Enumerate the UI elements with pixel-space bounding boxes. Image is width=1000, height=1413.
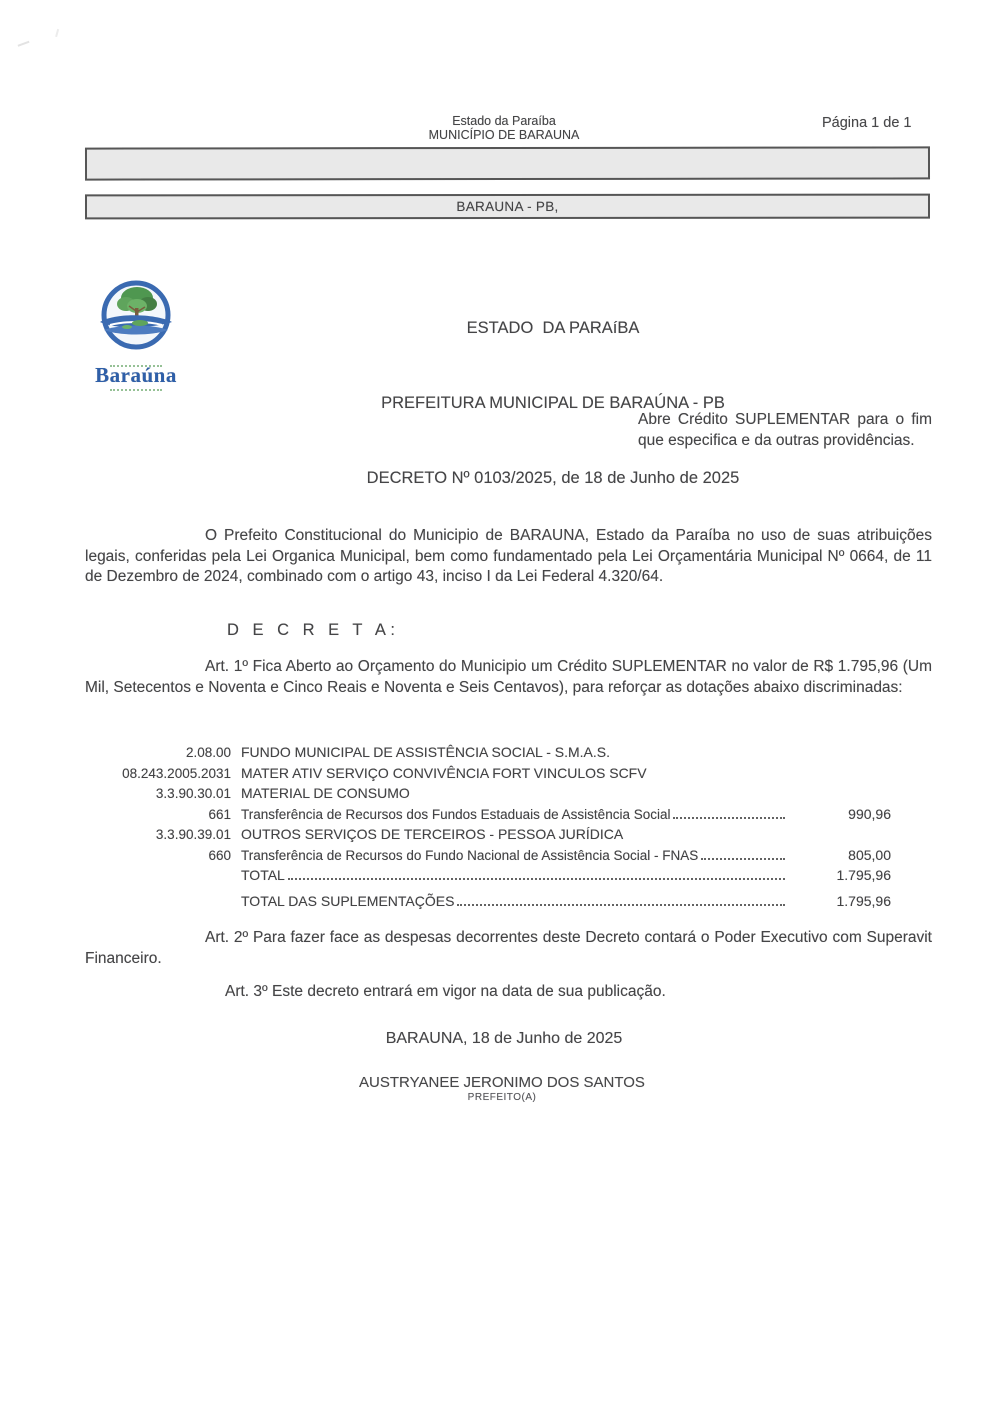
budget-desc-cell <box>241 807 791 822</box>
article-1: Art. 1º Fica Aberto ao Orçamento do Municipio um Crédito SUPLEMENTAR no valor de R$ 1.795,96 (Um Mil, Setecentos e Noventa e Cinco Reais e Noventa e Seis Centavos), para reforçar as dotações abaixo discriminadas: <box>85 658 932 696</box>
budget-description: FUNDO MUNICIPAL DE ASSISTÊNCIA SOCIAL - S.M.A.S. <box>241 744 610 760</box>
municipal-logo <box>90 278 182 391</box>
budget-value: 990,96 <box>848 805 891 822</box>
budget-row <box>85 806 891 827</box>
signature-name: AUSTRYANEE JERONIMO DOS SANTOS <box>359 1074 645 1091</box>
budget-desc-cell <box>241 893 791 909</box>
budget-description: MATERIAL DE CONSUMO <box>241 785 410 801</box>
budget-description: MATER ATIV SERVIÇO CONVIVÊNCIA FORT VINCULOS SCFV <box>241 764 647 781</box>
budget-code: 3.3.90.30.01 <box>155 786 231 801</box>
scan-artifact <box>55 29 67 39</box>
budget-description: OUTROS SERVIÇOS DE TERCEIROS - PESSOA JURÍDICA <box>241 826 624 842</box>
budget-row <box>85 826 891 847</box>
preamble-paragraph: O Prefeito Constitucional do Municipio de BARAUNA, Estado da Paraíba no uso de suas atribuições legais, conferidas pela Lei Organica Municipal, bem como fundamentado pela Lei Orçamentária Municipal Nº 0664, de 11 de Dezembro de 2024, combinado com o artigo 43, inciso I da Lei Federal 4.320/64. <box>85 527 932 585</box>
budget-description: Transferência de Recursos do Fundo Nacional de Assistência Social - FNAS <box>241 847 699 863</box>
baraúna-seal-icon <box>96 278 176 356</box>
budget-desc-cell <box>241 785 791 801</box>
dotted-leader <box>701 858 785 860</box>
dateline: BARAUNA, 18 de Junho de 2025 <box>385 1030 623 1047</box>
scan-artifact <box>14 32 29 46</box>
logo-wordmark: Baraúna <box>95 363 177 387</box>
decreta-heading: D E C R E T A: <box>227 621 400 639</box>
logo-fine-print <box>110 362 162 367</box>
dotted-leader <box>673 817 785 819</box>
signature-role: PREFEITO(A) <box>467 1092 537 1103</box>
title-prefeitura: PREFEITURA MUNICIPAL DE BARAÚNA - PB <box>381 394 725 412</box>
budget-row <box>85 744 891 765</box>
dotted-leader <box>288 878 785 880</box>
article-3: Art. 3º Este decreto entrará em vigor na data de sua publicação. <box>225 983 666 1000</box>
budget-row <box>85 893 891 914</box>
logo-fine-print <box>110 386 162 391</box>
budget-code: 661 <box>208 806 231 822</box>
budget-table <box>85 744 891 913</box>
header-municipality: MUNICÍPIO DE BARAUNA <box>428 128 580 142</box>
page-indicator: Página 1 de 1 <box>822 115 912 131</box>
budget-desc-cell <box>241 867 791 883</box>
budget-row <box>85 765 891 786</box>
budget-code: 3.3.90.39.01 <box>155 827 231 842</box>
blank-banner <box>85 146 930 180</box>
budget-code: 2.08.00 <box>185 745 231 760</box>
budget-desc-cell <box>241 744 791 760</box>
title-state: ESTADO DA PARAíBA <box>466 319 640 337</box>
budget-code: 660 <box>208 847 231 863</box>
decree-summary: Abre Crédito SUPLEMENTAR para o fim que especifica e da outras providências. <box>638 411 932 449</box>
header-state: Estado da Paraíba <box>452 114 556 128</box>
budget-value: 805,00 <box>848 846 891 863</box>
budget-desc-cell <box>241 848 791 863</box>
budget-code: 08.243.2005.2031 <box>122 765 231 781</box>
budget-description: TOTAL <box>241 867 285 883</box>
budget-description: Transferência de Recursos dos Fundos Estaduais de Assistência Social <box>241 806 671 822</box>
budget-value: 1.795,96 <box>836 892 891 909</box>
budget-value: 1.795,96 <box>836 867 891 883</box>
budget-row <box>85 785 891 806</box>
budget-desc-cell <box>241 826 791 842</box>
budget-desc-cell <box>241 765 791 781</box>
city-banner: BARAUNA - PB, <box>85 194 930 220</box>
budget-description: TOTAL DAS SUPLEMENTAÇÕES <box>241 892 455 909</box>
document-title <box>178 266 928 541</box>
dotted-leader <box>457 904 785 906</box>
title-decreto: DECRETO Nº 0103/2025, de 18 de Junho de 2025 <box>366 469 740 487</box>
budget-row <box>85 847 891 868</box>
budget-row <box>85 867 891 888</box>
article-2: Art. 2º Para fazer face as despesas decorrentes deste Decreto contará o Poder Executivo com Superavit Financeiro. <box>85 929 932 967</box>
